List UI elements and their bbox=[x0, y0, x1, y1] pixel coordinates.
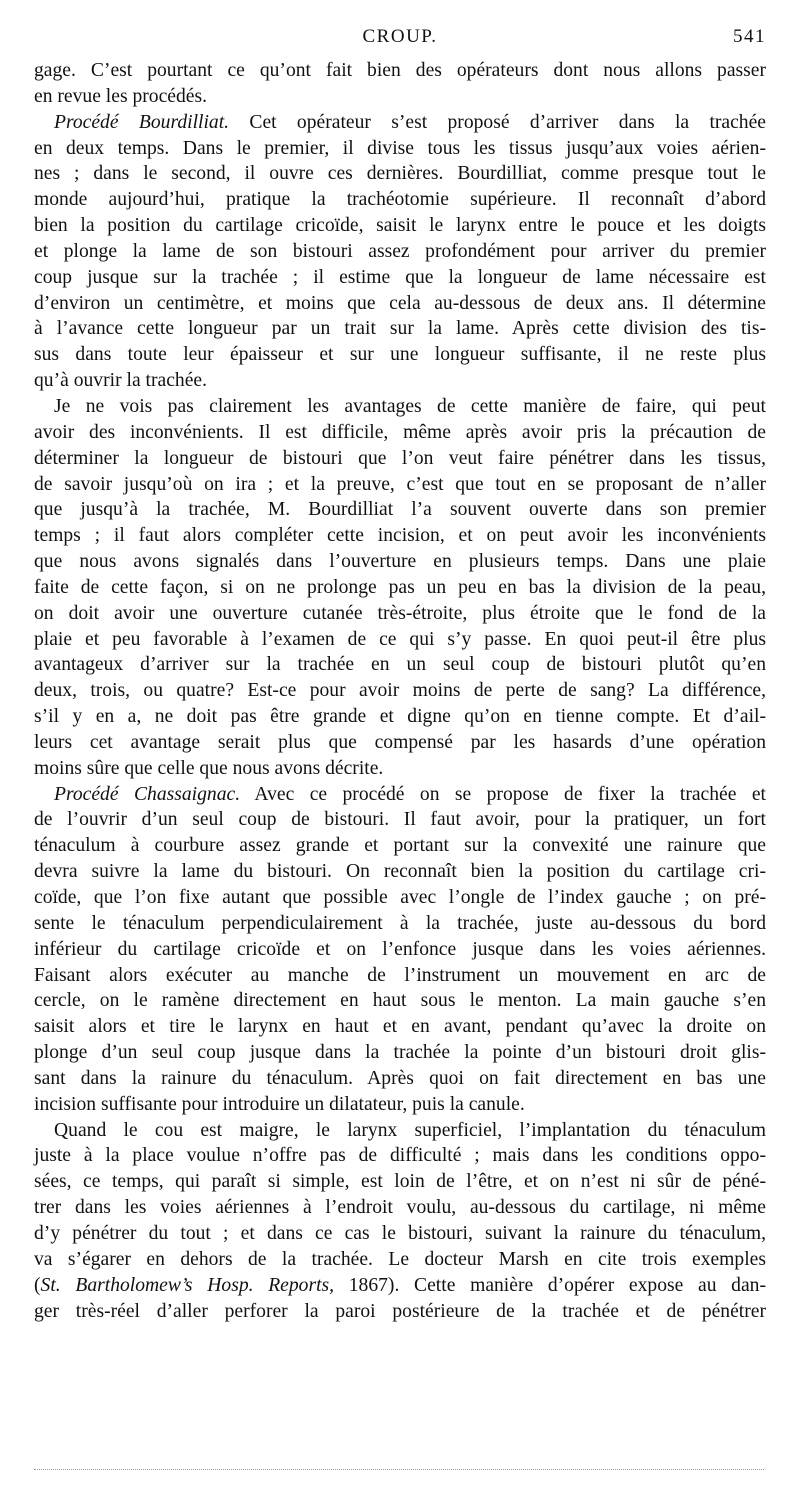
text-line: ténaculum à courbure assez grande et portant sur la convexité une rainure que bbox=[34, 835, 766, 857]
text-line: juste à la place voulue n’offre pas de difficulté ; mais dans les conditions oppo- bbox=[34, 1145, 766, 1167]
body-text bbox=[34, 58, 766, 1324]
text-line: et plonge la lame de son bistouri assez profondément pour arriver du premier bbox=[34, 240, 766, 262]
text-line: saisit alors et tire le larynx en haut et en avant, pendant qu’avec la droite on bbox=[34, 1016, 766, 1038]
text-line: sant dans la rainure du ténaculum. Après quoi on fait directement en bas une bbox=[34, 1067, 766, 1089]
text-line: trer dans les voies aériennes à l’endroit voulu, au-dessous du cartilage, ni même bbox=[34, 1197, 766, 1219]
text-line: va s’égarer en dehors de la trachée. Le docteur Marsh en cite trois exemples bbox=[34, 1248, 766, 1270]
text-line: cercle, on le ramène directement en haut sous le menton. La main gauche s’en bbox=[34, 990, 766, 1012]
text-line: Faisant alors exécuter au manche de l’instrument un mouvement en arc de bbox=[34, 964, 766, 986]
page-number: 541 bbox=[733, 26, 766, 47]
text-line: qu’à ouvrir la trachée. bbox=[34, 370, 207, 392]
text-line: sus dans toute leur épaisseur et sur une longueur suffisante, il ne reste plus bbox=[34, 344, 766, 366]
text-line: déterminer la longueur de bistouri que l’on veut faire pénétrer dans les tissus, bbox=[34, 447, 766, 469]
text-line: de savoir jusqu’où on ira ; et la preuve, c’est que tout en se proposant de n’aller bbox=[34, 473, 766, 495]
text-line: moins sûre que celle que nous avons décrite. bbox=[34, 757, 384, 779]
text-line: ger très-réel d’aller perforer la paroi postérieure de la trachée et de pénétrer bbox=[34, 1300, 766, 1322]
text-line: gage. C’est pourtant ce qu’ont fait bien des opérateurs dont nous allons passer bbox=[34, 60, 766, 81]
text-line: monde aujourd’hui, pratique la trachéotomie supérieure. Il reconnaît d’abord bbox=[34, 189, 766, 211]
text-line: d’y pénétrer du tout ; et dans ce cas le bistouri, suivant la rainure du ténaculum, bbox=[34, 1222, 766, 1244]
text-line: (St. Bartholomew’s Hosp. Reports, 1867). Cette manière d’opérer expose au dan- bbox=[34, 1274, 766, 1296]
text-line: sente le ténaculum perpendiculairement à la trachée, juste au-dessous du bord bbox=[34, 912, 766, 934]
text-line: de l’ouvrir d’un seul coup de bistouri. Il faut avoir, pour la pratiquer, un fort bbox=[34, 809, 766, 831]
running-head bbox=[34, 26, 766, 58]
text-line: Quand le cou est maigre, le larynx superficiel, l’implantation du ténaculum bbox=[54, 1119, 766, 1141]
text-line: sées, ce temps, qui paraît si simple, est loin de l’être, et on n’est ni sûr de péné- bbox=[34, 1171, 766, 1193]
text-line: à l’avance cette longueur par un trait sur la lame. Après cette division des tis- bbox=[34, 318, 766, 340]
text-line: avantageux d’arriver sur la trachée en un seul coup de bistouri plutôt qu’en bbox=[34, 654, 766, 676]
text-line: devra suivre la lame du bistouri. On reconnaît bien la position du cartilage cri- bbox=[34, 861, 766, 883]
text-line: faite de cette façon, si on ne prolonge pas un peu en bas la division de la peau, bbox=[34, 576, 766, 598]
italic-phrase: Procédé Bourdilliat. bbox=[54, 111, 230, 133]
text-line: avoir des inconvénients. Il est difficile, même après avoir pris la précaution de bbox=[34, 421, 766, 443]
italic-phrase: Procédé Chassaignac. bbox=[54, 783, 241, 805]
book-page bbox=[34, 26, 766, 1324]
text-line: Je ne vois pas clairement les avantages de cette manière de faire, qui peut bbox=[54, 395, 766, 417]
text-line: on doit avoir une ouverture cutanée très-étroite, plus étroite que le fond de la bbox=[34, 602, 766, 624]
text-line: deux, trois, ou quatre? Est-ce pour avoir moins de perte de sang? La différence, bbox=[34, 680, 766, 702]
text-line: nes ; dans le second, il ouvre ces dernières. Bourdilliat, comme presque tout le bbox=[34, 163, 766, 185]
text-line: en deux temps. Dans le premier, il divise tous les tissus jusqu’aux voies aérien- bbox=[34, 137, 766, 159]
text-line: en revue les procédés. bbox=[34, 85, 207, 107]
text-line: Procédé Bourdilliat. Cet opérateur s’est proposé d’arriver dans la trachée bbox=[54, 111, 766, 133]
footer-rule bbox=[34, 1469, 764, 1470]
text-line: coïde, que l’on fixe autant que possible avec l’ongle de l’index gauche ; on pré- bbox=[34, 887, 766, 908]
text-line: Procédé Chassaignac. Avec ce procédé on se propose de fixer la trachée et bbox=[54, 783, 766, 805]
text-line: temps ; il faut alors compléter cette incision, et on peut avoir les inconvénients bbox=[34, 525, 766, 547]
text-line: incision suffisante pour introduire un dilatateur, puis la canule. bbox=[34, 1093, 525, 1115]
text-line: que nous avons signalés dans l’ouverture en plusieurs temps. Dans une plaie bbox=[34, 551, 766, 573]
running-title: CROUP. bbox=[362, 26, 438, 47]
text-line: inférieur du cartilage cricoïde et on l’enfonce jusque dans les voies aériennes. bbox=[34, 938, 766, 960]
text-line: leurs cet avantage serait plus que compensé par les hasards d’une opération bbox=[34, 731, 766, 753]
text-line: plaie et peu favorable à l’examen de ce qui s’y passe. En quoi peut-il être plus bbox=[34, 628, 766, 650]
text-line: coup jusque sur la trachée ; il estime que la longueur de lame nécessaire est bbox=[34, 266, 766, 288]
text-line: que jusqu’à la trachée, M. Bourdilliat l’a souvent ouverte dans son premier bbox=[34, 499, 766, 521]
text-line: d’environ un centimètre, et moins que cela au-dessous de deux ans. Il détermine bbox=[34, 292, 766, 314]
text-line: s’il y en a, ne doit pas être grande et digne qu’on en tienne compte. Et d’ail- bbox=[34, 706, 766, 728]
text-line: plonge d’un seul coup jusque dans la trachée la pointe d’un bistouri droit glis- bbox=[34, 1042, 766, 1064]
text-line: bien la position du cartilage cricoïde, saisit le larynx entre le pouce et les doigts bbox=[34, 215, 766, 237]
italic-phrase: St. Bartholomew’s Hosp. Reports, bbox=[40, 1274, 335, 1296]
